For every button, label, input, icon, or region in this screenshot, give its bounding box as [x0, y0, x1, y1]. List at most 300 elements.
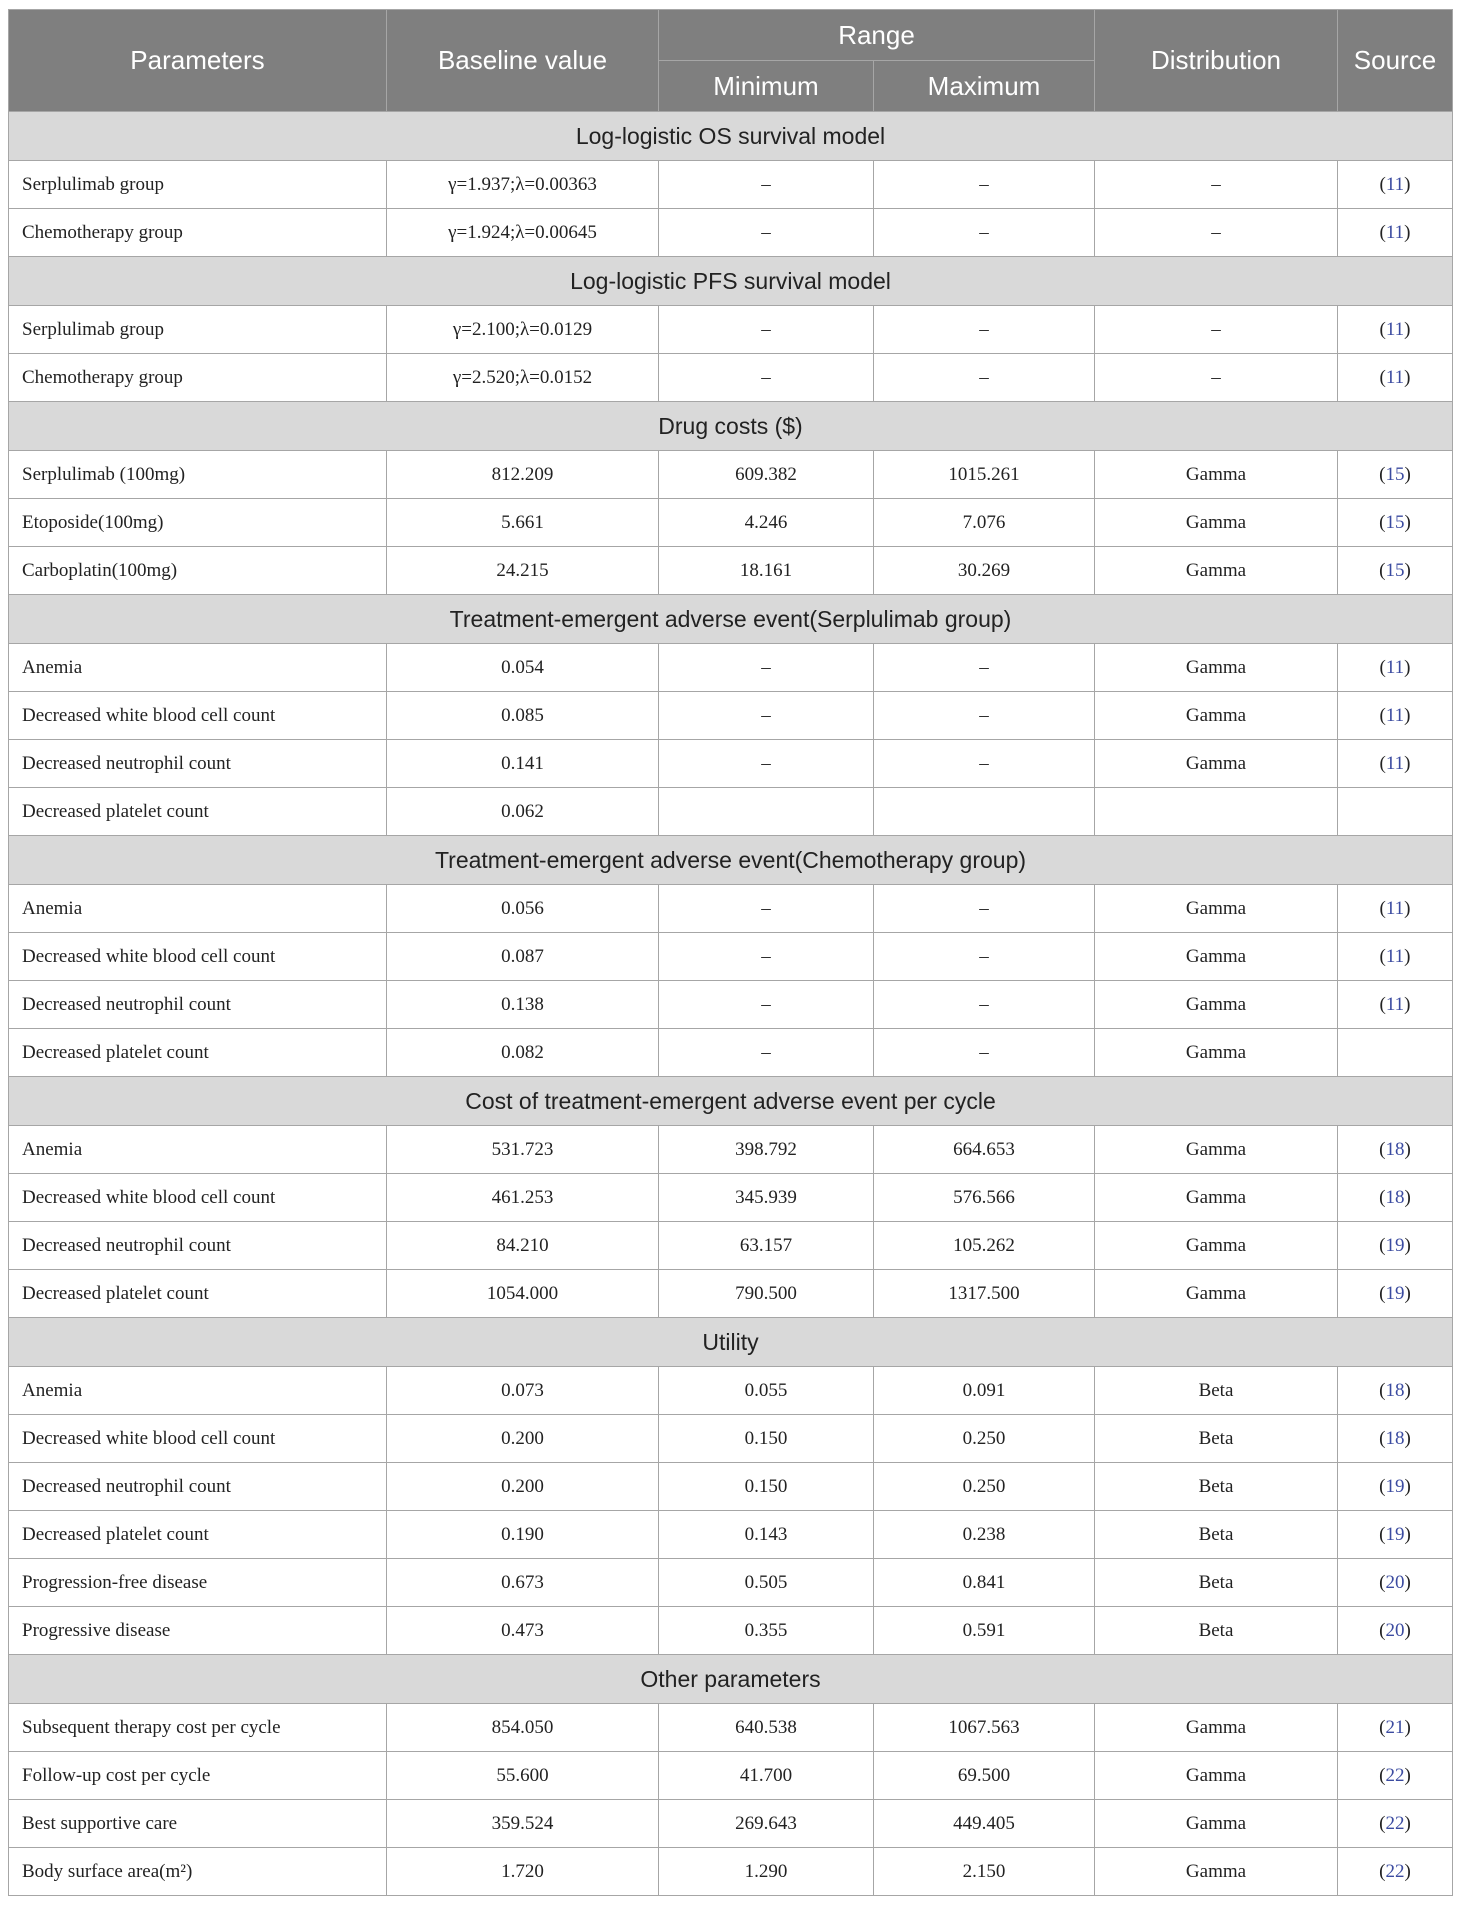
header-minimum: Minimum: [659, 61, 874, 112]
distribution-cell: Beta: [1095, 1367, 1338, 1415]
baseline-cell: 0.073: [387, 1367, 659, 1415]
source-cell: [1338, 740, 1453, 788]
reference-link[interactable]: 15: [1385, 511, 1405, 533]
reference-link[interactable]: 11: [1385, 221, 1405, 243]
header-distribution: Distribution: [1095, 10, 1338, 112]
distribution-cell: Gamma: [1095, 1752, 1338, 1800]
param-cell: Decreased white blood cell count: [9, 1174, 387, 1222]
minimum-cell: –: [659, 354, 874, 402]
source-open-paren: (: [1379, 897, 1386, 919]
distribution-cell: Beta: [1095, 1463, 1338, 1511]
table-row: [9, 1415, 1453, 1463]
distribution-cell: Gamma: [1095, 1029, 1338, 1077]
source-cell: [1338, 1752, 1453, 1800]
param-cell: Decreased white blood cell count: [9, 692, 387, 740]
section-title: Utility: [9, 1318, 1453, 1367]
distribution-cell: Gamma: [1095, 644, 1338, 692]
reference-link[interactable]: 21: [1385, 1716, 1405, 1738]
param-cell: Subsequent therapy cost per cycle: [9, 1704, 387, 1752]
source-close-paren: ): [1404, 1619, 1411, 1641]
source-close-paren: ): [1404, 1860, 1411, 1882]
source-close-paren: ): [1404, 1138, 1411, 1160]
param-cell: Anemia: [9, 1126, 387, 1174]
minimum-cell: 790.500: [659, 1270, 874, 1318]
maximum-cell: 105.262: [874, 1222, 1095, 1270]
maximum-cell: 30.269: [874, 547, 1095, 595]
section-header: [9, 112, 1453, 161]
distribution-cell: Gamma: [1095, 885, 1338, 933]
source-open-paren: (: [1379, 173, 1386, 195]
reference-link[interactable]: 11: [1385, 173, 1405, 195]
param-cell: Decreased neutrophil count: [9, 981, 387, 1029]
maximum-cell: 0.250: [874, 1463, 1095, 1511]
source-cell: [1338, 692, 1453, 740]
table-row: [9, 1848, 1453, 1896]
minimum-cell: 0.143: [659, 1511, 874, 1559]
table-row: [9, 547, 1453, 595]
source-open-paren: (: [1379, 1282, 1386, 1304]
param-cell: Chemotherapy group: [9, 354, 387, 402]
reference-link[interactable]: 11: [1385, 704, 1405, 726]
maximum-cell: 0.250: [874, 1415, 1095, 1463]
source-close-paren: ): [1404, 1379, 1411, 1401]
source-cell: [1338, 981, 1453, 1029]
minimum-cell: 4.246: [659, 499, 874, 547]
distribution-cell: Gamma: [1095, 981, 1338, 1029]
source-cell: [1338, 1126, 1453, 1174]
table-row: [9, 354, 1453, 402]
maximum-cell: –: [874, 161, 1095, 209]
source-open-paren: (: [1379, 1234, 1386, 1256]
table-row: [9, 451, 1453, 499]
section-header: [9, 1318, 1453, 1367]
distribution-cell: Gamma: [1095, 740, 1338, 788]
source-open-paren: (: [1379, 656, 1386, 678]
distribution-cell: Gamma: [1095, 547, 1338, 595]
header-parameters: Parameters: [9, 10, 387, 112]
maximum-cell: –: [874, 885, 1095, 933]
table-row: [9, 981, 1453, 1029]
maximum-cell: –: [874, 1029, 1095, 1077]
source-cell: [1338, 1559, 1453, 1607]
reference-link[interactable]: 22: [1385, 1812, 1405, 1834]
source-cell: [1338, 499, 1453, 547]
baseline-cell: γ=2.520;λ=0.0152: [387, 354, 659, 402]
source-close-paren: ): [1404, 1475, 1411, 1497]
source-open-paren: (: [1379, 366, 1386, 388]
baseline-cell: 461.253: [387, 1174, 659, 1222]
reference-link[interactable]: 22: [1385, 1764, 1405, 1786]
source-cell: [1338, 1367, 1453, 1415]
reference-link[interactable]: 19: [1385, 1475, 1405, 1497]
minimum-cell: 41.700: [659, 1752, 874, 1800]
minimum-cell: 0.505: [659, 1559, 874, 1607]
baseline-cell: 0.200: [387, 1415, 659, 1463]
source-open-paren: (: [1379, 1764, 1386, 1786]
source-cell: [1338, 1511, 1453, 1559]
table-body: [9, 112, 1453, 1896]
table-row: [9, 933, 1453, 981]
section-header: [9, 402, 1453, 451]
source-cell: [1338, 209, 1453, 257]
reference-link[interactable]: 11: [1385, 897, 1405, 919]
source-cell: [1338, 1704, 1453, 1752]
param-cell: Decreased platelet count: [9, 1029, 387, 1077]
table-row: [9, 1607, 1453, 1655]
minimum-cell: 609.382: [659, 451, 874, 499]
table-row: [9, 1704, 1453, 1752]
param-cell: Decreased neutrophil count: [9, 1222, 387, 1270]
minimum-cell: –: [659, 209, 874, 257]
section-title: Log-logistic PFS survival model: [9, 257, 1453, 306]
source-open-paren: (: [1379, 752, 1386, 774]
source-close-paren: ): [1404, 173, 1411, 195]
param-cell: Decreased white blood cell count: [9, 1415, 387, 1463]
minimum-cell: 640.538: [659, 1704, 874, 1752]
reference-link[interactable]: 18: [1385, 1138, 1405, 1160]
minimum-cell: –: [659, 740, 874, 788]
baseline-cell: 5.661: [387, 499, 659, 547]
baseline-cell: 1054.000: [387, 1270, 659, 1318]
source-open-paren: (: [1379, 1138, 1386, 1160]
distribution-cell: –: [1095, 354, 1338, 402]
section-title: Drug costs ($): [9, 402, 1453, 451]
table-row: [9, 161, 1453, 209]
source-cell: [1338, 788, 1453, 836]
source-cell: [1338, 1029, 1453, 1077]
source-cell: [1338, 933, 1453, 981]
source-open-paren: (: [1379, 1716, 1386, 1738]
distribution-cell: Beta: [1095, 1607, 1338, 1655]
param-cell: Decreased platelet count: [9, 1511, 387, 1559]
minimum-cell: 0.150: [659, 1463, 874, 1511]
distribution-cell: Gamma: [1095, 1222, 1338, 1270]
minimum-cell: –: [659, 1029, 874, 1077]
source-close-paren: ): [1404, 1764, 1411, 1786]
distribution-cell: Gamma: [1095, 692, 1338, 740]
baseline-cell: 84.210: [387, 1222, 659, 1270]
distribution-cell: Beta: [1095, 1415, 1338, 1463]
param-cell: Progression-free disease: [9, 1559, 387, 1607]
section-title: Cost of treatment-emergent adverse event per cycle: [9, 1077, 1453, 1126]
table-row: [9, 644, 1453, 692]
baseline-cell: 0.082: [387, 1029, 659, 1077]
table-row: [9, 1511, 1453, 1559]
table-row: [9, 692, 1453, 740]
source-open-paren: (: [1379, 1427, 1386, 1449]
source-cell: [1338, 547, 1453, 595]
header-baseline: Baseline value: [387, 10, 659, 112]
source-cell: [1338, 644, 1453, 692]
source-open-paren: (: [1379, 993, 1386, 1015]
section-header: [9, 836, 1453, 885]
distribution-cell: Gamma: [1095, 1848, 1338, 1896]
section-title: Other parameters: [9, 1655, 1453, 1704]
source-open-paren: (: [1379, 463, 1386, 485]
param-cell: Serplulimab group: [9, 306, 387, 354]
minimum-cell: –: [659, 933, 874, 981]
param-cell: Etoposide(100mg): [9, 499, 387, 547]
source-close-paren: ): [1404, 511, 1411, 533]
section-title: Treatment-emergent adverse event(Serplulimab group): [9, 595, 1453, 644]
source-cell: [1338, 1607, 1453, 1655]
table-row: [9, 1126, 1453, 1174]
baseline-cell: 24.215: [387, 547, 659, 595]
param-cell: Anemia: [9, 1367, 387, 1415]
maximum-cell: 449.405: [874, 1800, 1095, 1848]
baseline-cell: γ=2.100;λ=0.0129: [387, 306, 659, 354]
distribution-cell: –: [1095, 306, 1338, 354]
source-close-paren: ): [1404, 1282, 1411, 1304]
maximum-cell: 1015.261: [874, 451, 1095, 499]
source-close-paren: ): [1404, 1234, 1411, 1256]
section-header: [9, 1655, 1453, 1704]
table-row: [9, 1463, 1453, 1511]
param-cell: Follow-up cost per cycle: [9, 1752, 387, 1800]
distribution-cell: Gamma: [1095, 1174, 1338, 1222]
baseline-cell: 0.087: [387, 933, 659, 981]
source-cell: [1338, 451, 1453, 499]
distribution-cell: [1095, 788, 1338, 836]
param-cell: Decreased platelet count: [9, 788, 387, 836]
minimum-cell: 0.150: [659, 1415, 874, 1463]
reference-link[interactable]: 19: [1385, 1234, 1405, 1256]
reference-link[interactable]: 11: [1385, 752, 1405, 774]
source-close-paren: ): [1404, 1716, 1411, 1738]
section-header: [9, 257, 1453, 306]
header-range: Range: [659, 10, 1095, 61]
section-title: Log-logistic OS survival model: [9, 112, 1453, 161]
reference-link[interactable]: 15: [1385, 559, 1405, 581]
minimum-cell: 398.792: [659, 1126, 874, 1174]
baseline-cell: 0.473: [387, 1607, 659, 1655]
source-close-paren: ): [1404, 897, 1411, 919]
baseline-cell: 854.050: [387, 1704, 659, 1752]
maximum-cell: –: [874, 354, 1095, 402]
table-row: [9, 1270, 1453, 1318]
maximum-cell: –: [874, 740, 1095, 788]
maximum-cell: 1067.563: [874, 1704, 1095, 1752]
maximum-cell: –: [874, 933, 1095, 981]
param-cell: Serplulimab (100mg): [9, 451, 387, 499]
baseline-cell: 0.062: [387, 788, 659, 836]
source-open-paren: (: [1379, 1475, 1386, 1497]
baseline-cell: 0.141: [387, 740, 659, 788]
source-cell: [1338, 885, 1453, 933]
distribution-cell: Gamma: [1095, 1126, 1338, 1174]
maximum-cell: 0.841: [874, 1559, 1095, 1607]
baseline-cell: 812.209: [387, 451, 659, 499]
reference-link[interactable]: 20: [1385, 1571, 1405, 1593]
baseline-cell: 0.200: [387, 1463, 659, 1511]
param-cell: Progressive disease: [9, 1607, 387, 1655]
reference-link[interactable]: 15: [1385, 463, 1405, 485]
source-close-paren: ): [1404, 1812, 1411, 1834]
source-open-paren: (: [1379, 1186, 1386, 1208]
source-cell: [1338, 1415, 1453, 1463]
source-cell: [1338, 1463, 1453, 1511]
source-close-paren: ): [1404, 1186, 1411, 1208]
table-row: [9, 499, 1453, 547]
minimum-cell: –: [659, 981, 874, 1029]
source-open-paren: (: [1379, 1571, 1386, 1593]
reference-link[interactable]: 11: [1385, 366, 1405, 388]
baseline-cell: γ=1.924;λ=0.00645: [387, 209, 659, 257]
table-row: [9, 1174, 1453, 1222]
table-row: [9, 1367, 1453, 1415]
param-cell: Best supportive care: [9, 1800, 387, 1848]
minimum-cell: –: [659, 885, 874, 933]
param-cell: Serplulimab group: [9, 161, 387, 209]
baseline-cell: 1.720: [387, 1848, 659, 1896]
maximum-cell: 2.150: [874, 1848, 1095, 1896]
source-open-paren: (: [1379, 1860, 1386, 1882]
section-title: Treatment-emergent adverse event(Chemotherapy group): [9, 836, 1453, 885]
table-row: [9, 740, 1453, 788]
reference-link[interactable]: 20: [1385, 1619, 1405, 1641]
source-close-paren: ): [1404, 993, 1411, 1015]
baseline-cell: 531.723: [387, 1126, 659, 1174]
source-close-paren: ): [1404, 463, 1411, 485]
reference-link[interactable]: 18: [1385, 1427, 1405, 1449]
param-cell: Decreased neutrophil count: [9, 740, 387, 788]
source-close-paren: ): [1404, 366, 1411, 388]
minimum-cell: 269.643: [659, 1800, 874, 1848]
distribution-cell: Gamma: [1095, 933, 1338, 981]
minimum-cell: 345.939: [659, 1174, 874, 1222]
maximum-cell: 0.591: [874, 1607, 1095, 1655]
reference-link[interactable]: 18: [1385, 1186, 1405, 1208]
source-cell: [1338, 1270, 1453, 1318]
source-close-paren: ): [1404, 559, 1411, 581]
source-open-paren: (: [1379, 704, 1386, 726]
param-cell: Chemotherapy group: [9, 209, 387, 257]
reference-link[interactable]: 19: [1385, 1523, 1405, 1545]
source-open-paren: (: [1379, 318, 1386, 340]
distribution-cell: –: [1095, 161, 1338, 209]
distribution-cell: Gamma: [1095, 499, 1338, 547]
maximum-cell: –: [874, 981, 1095, 1029]
table-row: [9, 1752, 1453, 1800]
maximum-cell: 0.091: [874, 1367, 1095, 1415]
distribution-cell: Beta: [1095, 1559, 1338, 1607]
source-cell: [1338, 354, 1453, 402]
maximum-cell: 576.566: [874, 1174, 1095, 1222]
minimum-cell: –: [659, 161, 874, 209]
baseline-cell: 55.600: [387, 1752, 659, 1800]
source-open-paren: (: [1379, 221, 1386, 243]
source-cell: [1338, 161, 1453, 209]
baseline-cell: 0.190: [387, 1511, 659, 1559]
param-cell: Decreased white blood cell count: [9, 933, 387, 981]
table-row: [9, 209, 1453, 257]
reference-link[interactable]: 22: [1385, 1860, 1405, 1882]
table-row: [9, 306, 1453, 354]
source-close-paren: ): [1404, 1427, 1411, 1449]
header-source: Source: [1338, 10, 1453, 112]
minimum-cell: –: [659, 644, 874, 692]
source-open-paren: (: [1379, 559, 1386, 581]
reference-link[interactable]: 11: [1385, 945, 1405, 967]
table-row: [9, 885, 1453, 933]
source-open-paren: (: [1379, 1619, 1386, 1641]
minimum-cell: 0.055: [659, 1367, 874, 1415]
maximum-cell: –: [874, 692, 1095, 740]
minimum-cell: 18.161: [659, 547, 874, 595]
maximum-cell: 69.500: [874, 1752, 1095, 1800]
minimum-cell: [659, 788, 874, 836]
baseline-cell: 0.673: [387, 1559, 659, 1607]
source-open-paren: (: [1379, 511, 1386, 533]
baseline-cell: 0.138: [387, 981, 659, 1029]
source-cell: [1338, 1222, 1453, 1270]
table-row: [9, 1559, 1453, 1607]
baseline-cell: 0.054: [387, 644, 659, 692]
maximum-cell: –: [874, 209, 1095, 257]
reference-link[interactable]: 18: [1385, 1379, 1405, 1401]
baseline-cell: 0.085: [387, 692, 659, 740]
table-row: [9, 1222, 1453, 1270]
param-cell: Decreased neutrophil count: [9, 1463, 387, 1511]
minimum-cell: 63.157: [659, 1222, 874, 1270]
maximum-cell: [874, 788, 1095, 836]
table-row: [9, 1029, 1453, 1077]
distribution-cell: Gamma: [1095, 1704, 1338, 1752]
param-cell: Carboplatin(100mg): [9, 547, 387, 595]
source-close-paren: ): [1404, 752, 1411, 774]
source-open-paren: (: [1379, 1523, 1386, 1545]
source-close-paren: ): [1404, 704, 1411, 726]
source-close-paren: ): [1404, 221, 1411, 243]
minimum-cell: –: [659, 306, 874, 354]
source-open-paren: (: [1379, 945, 1386, 967]
baseline-cell: γ=1.937;λ=0.00363: [387, 161, 659, 209]
reference-link[interactable]: 11: [1385, 993, 1405, 1015]
source-cell: [1338, 306, 1453, 354]
reference-link[interactable]: 19: [1385, 1282, 1405, 1304]
source-cell: [1338, 1848, 1453, 1896]
maximum-cell: –: [874, 306, 1095, 354]
source-cell: [1338, 1174, 1453, 1222]
source-close-paren: ): [1404, 656, 1411, 678]
minimum-cell: 0.355: [659, 1607, 874, 1655]
source-cell: [1338, 1800, 1453, 1848]
distribution-cell: Beta: [1095, 1511, 1338, 1559]
section-header: [9, 595, 1453, 644]
distribution-cell: –: [1095, 209, 1338, 257]
reference-link[interactable]: 11: [1385, 656, 1405, 678]
baseline-cell: 0.056: [387, 885, 659, 933]
distribution-cell: Gamma: [1095, 1800, 1338, 1848]
reference-link[interactable]: 11: [1385, 318, 1405, 340]
maximum-cell: –: [874, 644, 1095, 692]
source-open-paren: (: [1379, 1379, 1386, 1401]
maximum-cell: 1317.500: [874, 1270, 1095, 1318]
minimum-cell: –: [659, 692, 874, 740]
source-close-paren: ): [1404, 318, 1411, 340]
maximum-cell: 664.653: [874, 1126, 1095, 1174]
param-cell: Anemia: [9, 644, 387, 692]
section-header: [9, 1077, 1453, 1126]
source-close-paren: ): [1404, 1571, 1411, 1593]
maximum-cell: 0.238: [874, 1511, 1095, 1559]
source-close-paren: ): [1404, 1523, 1411, 1545]
source-open-paren: (: [1379, 1812, 1386, 1834]
distribution-cell: Gamma: [1095, 1270, 1338, 1318]
maximum-cell: 7.076: [874, 499, 1095, 547]
header-maximum: Maximum: [874, 61, 1095, 112]
parameters-table: [8, 9, 1453, 1896]
